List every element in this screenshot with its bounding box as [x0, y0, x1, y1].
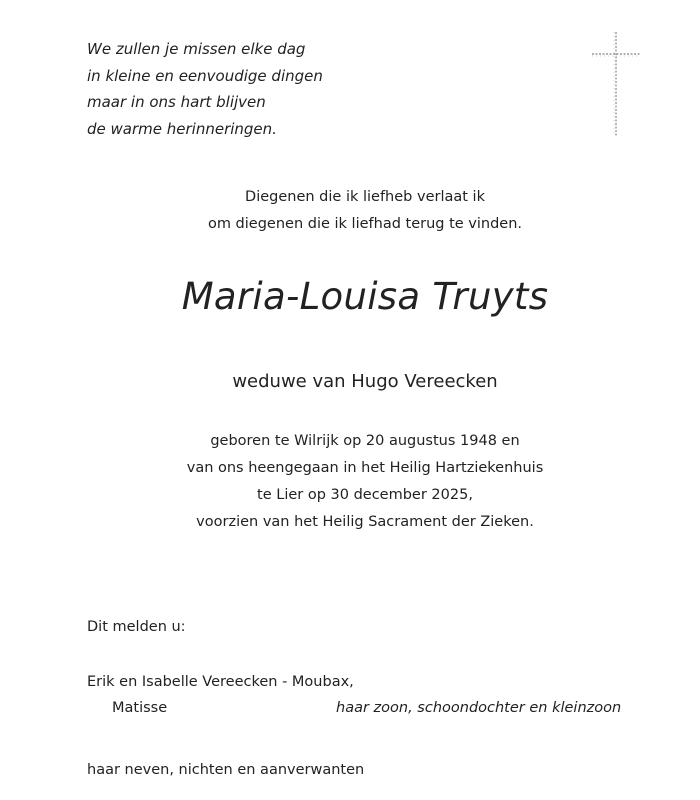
memorial-poem: [87, 36, 323, 142]
details-line: te Lier op 30 december 2025,: [257, 487, 473, 503]
family-names: Erik en Isabelle Vereecken - Moubax,: [87, 674, 354, 690]
family-relation: haar zoon, schoondochter en kleinzoon: [336, 700, 622, 716]
quote-line: Diegenen die ik liefheb verlaat ik: [245, 189, 485, 205]
widow-of-text: weduwe van Hugo Vereecken: [232, 371, 498, 392]
birth-death-details: [0, 428, 700, 536]
poem-line: maar in ons hart blijven: [87, 93, 266, 111]
grandchild-name: Matisse: [112, 700, 168, 716]
details-line: van ons heengegaan in het Heilig Hartziekenhuis: [186, 460, 544, 476]
relatives-line: haar neven, nichten en aanverwanten: [87, 762, 365, 778]
poem-line: in kleine en eenvoudige dingen: [87, 66, 323, 85]
cross-icon: [584, 28, 644, 140]
deceased-name: Maria-Louisa Truyts: [181, 275, 549, 318]
farewell-quote: [0, 184, 700, 238]
quote-line: om diegenen die ik liefhad terug te vinden.: [207, 216, 523, 232]
details-line: voorzien van het Heilig Sacrament der Zieken.: [196, 514, 534, 530]
poem-line: de warme herinneringen.: [87, 119, 277, 138]
details-line: geboren te Wilrijk op 20 augustus 1948 en: [210, 433, 520, 449]
announcement-intro: Dit melden u:: [87, 619, 186, 635]
poem-line: We zullen je missen elke dag: [87, 40, 306, 58]
